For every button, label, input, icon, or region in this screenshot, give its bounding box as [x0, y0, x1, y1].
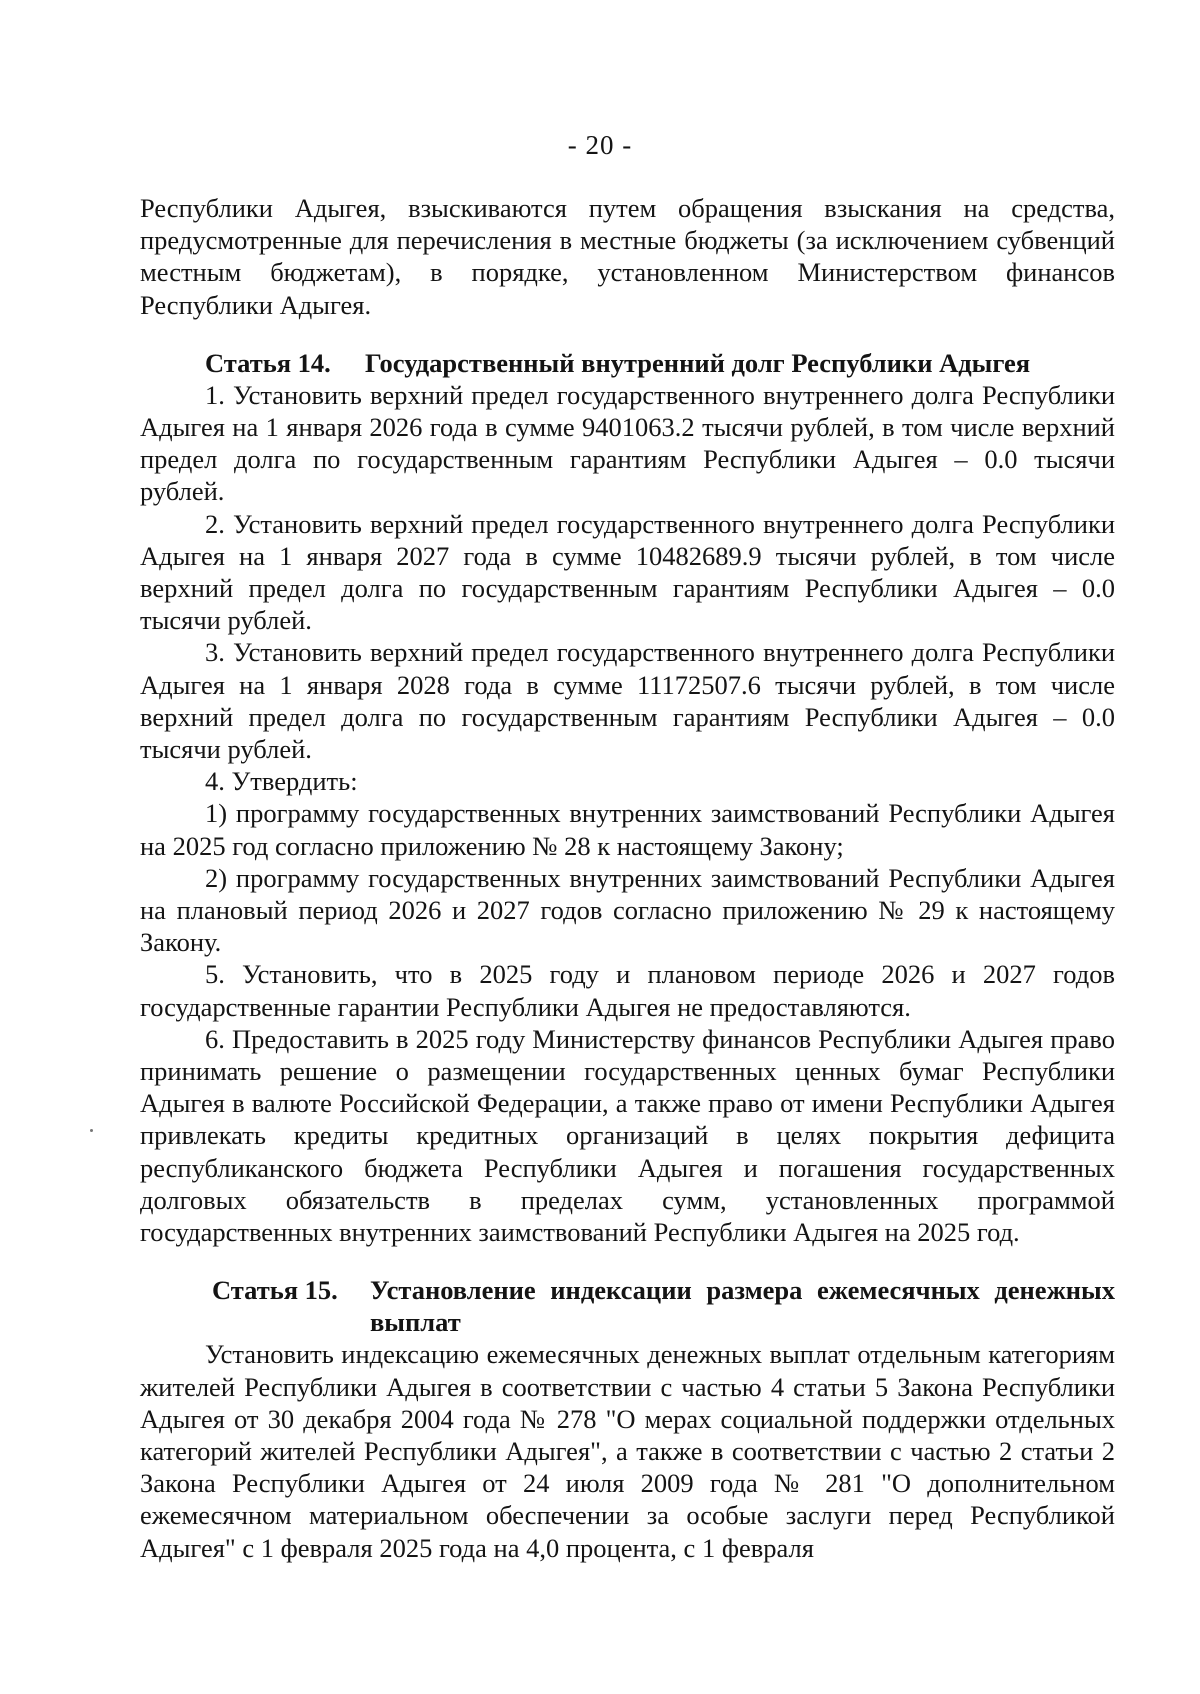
article-14-paragraph: 2) программу государственных внутренних заимствований Республики Адыгея на плановый период 2026 и 2027 годов согласно приложению № 29 к настоящему Закону. [140, 862, 1115, 958]
article-15-number: Статья 15. [212, 1275, 338, 1306]
page-number: - 20 - [567, 130, 633, 160]
article-14-paragraph: 1) программу государственных внутренних заимствований Республики Адыгея на 2025 год согласно приложению № 28 к настоящему Закону; [140, 798, 1115, 861]
article-14-title: Государственный внутренний долг Республики Адыгея [365, 347, 1031, 378]
article-14-paragraph: 4. Утвердить: [205, 766, 358, 797]
article-14-heading [140, 347, 1115, 379]
article-14-paragraph: 3. Установить верхний предел государственного внутреннего долга Республики Адыгея на 1 января 2028 года в сумме 11172507.6 тысячи рублей, в том числе верхний предел долга по государственным гарантиям Республики Адыгея – 0.0 тысячи рублей. [140, 637, 1115, 765]
scan-speck [90, 1129, 93, 1132]
article-14-paragraph: 2. Установить верхний предел государственного внутреннего долга Республики Адыгея на 1 января 2027 года в сумме 10482689.9 тысячи рублей, в том числе верхний предел долга по государственным гарантиям Республики Адыгея – 0.0 тысячи рублей. [140, 508, 1115, 636]
article-14-number: Статья 14. [205, 347, 331, 378]
intro-paragraph: Республики Адыгея, взыскиваются путем обращения взыскания на средства, предусмотренные для перечисления в местные бюджеты (за исключением субвенций местным бюджетам), в порядке, установленном Министерством финансов Республики Адыгея. [140, 193, 1115, 320]
article-14-paragraph: 6. Предоставить в 2025 году Министерству финансов Республики Адыгея право принимать решение о размещении государственных ценных бумаг Республики Адыгея в валюте Российской Федерации, а также право от имени Республики Адыгея привлекать кредиты кредитных организаций в целях покрытия дефицита республиканского бюджета Республики Адыгея и погашения государственных долговых обязательств в пределах сумм, установленных программой государственных внутренних заимствований Республики Адыгея на 2025 год. [140, 1023, 1115, 1248]
article-14-paragraph: 1. Установить верхний предел государственного внутреннего долга Республики Адыгея на 1 января 2026 года в сумме 9401063.2 тысячи рублей, в том числе верхний предел долга по государственным гарантиям Республики Адыгея – 0.0 тысячи рублей. [140, 379, 1115, 507]
article-15-heading [140, 1274, 1115, 1338]
article-15-title: Установление индексации размера ежемесячных денежных выплат [370, 1275, 1115, 1338]
article-15-paragraph: Установить индексацию ежемесячных денежных выплат отдельным категориям жителей Республики Адыгея в соответствии с частью 4 статьи 5 Закона Республики Адыгея от 30 декабря 2004 года № 278 "О мерах социальной поддержки отдельных категорий жителей Республики Адыгея", а также в соответствии с частью 2 статьи 2 Закона Республики Адыгея от 24 июля 2009 года № 281 "О дополнительном ежемесячном материальном обеспечении за особые заслуги перед Республикой Адыгея" с 1 февраля 2025 года на 4,0 процента, с 1 февраля [140, 1339, 1115, 1563]
article-14-paragraph: 5. Установить, что в 2025 году и плановом периоде 2026 и 2027 годов государственные гарантии Республики Адыгея не предоставляются. [140, 959, 1115, 1022]
document-body [140, 192, 1115, 1564]
